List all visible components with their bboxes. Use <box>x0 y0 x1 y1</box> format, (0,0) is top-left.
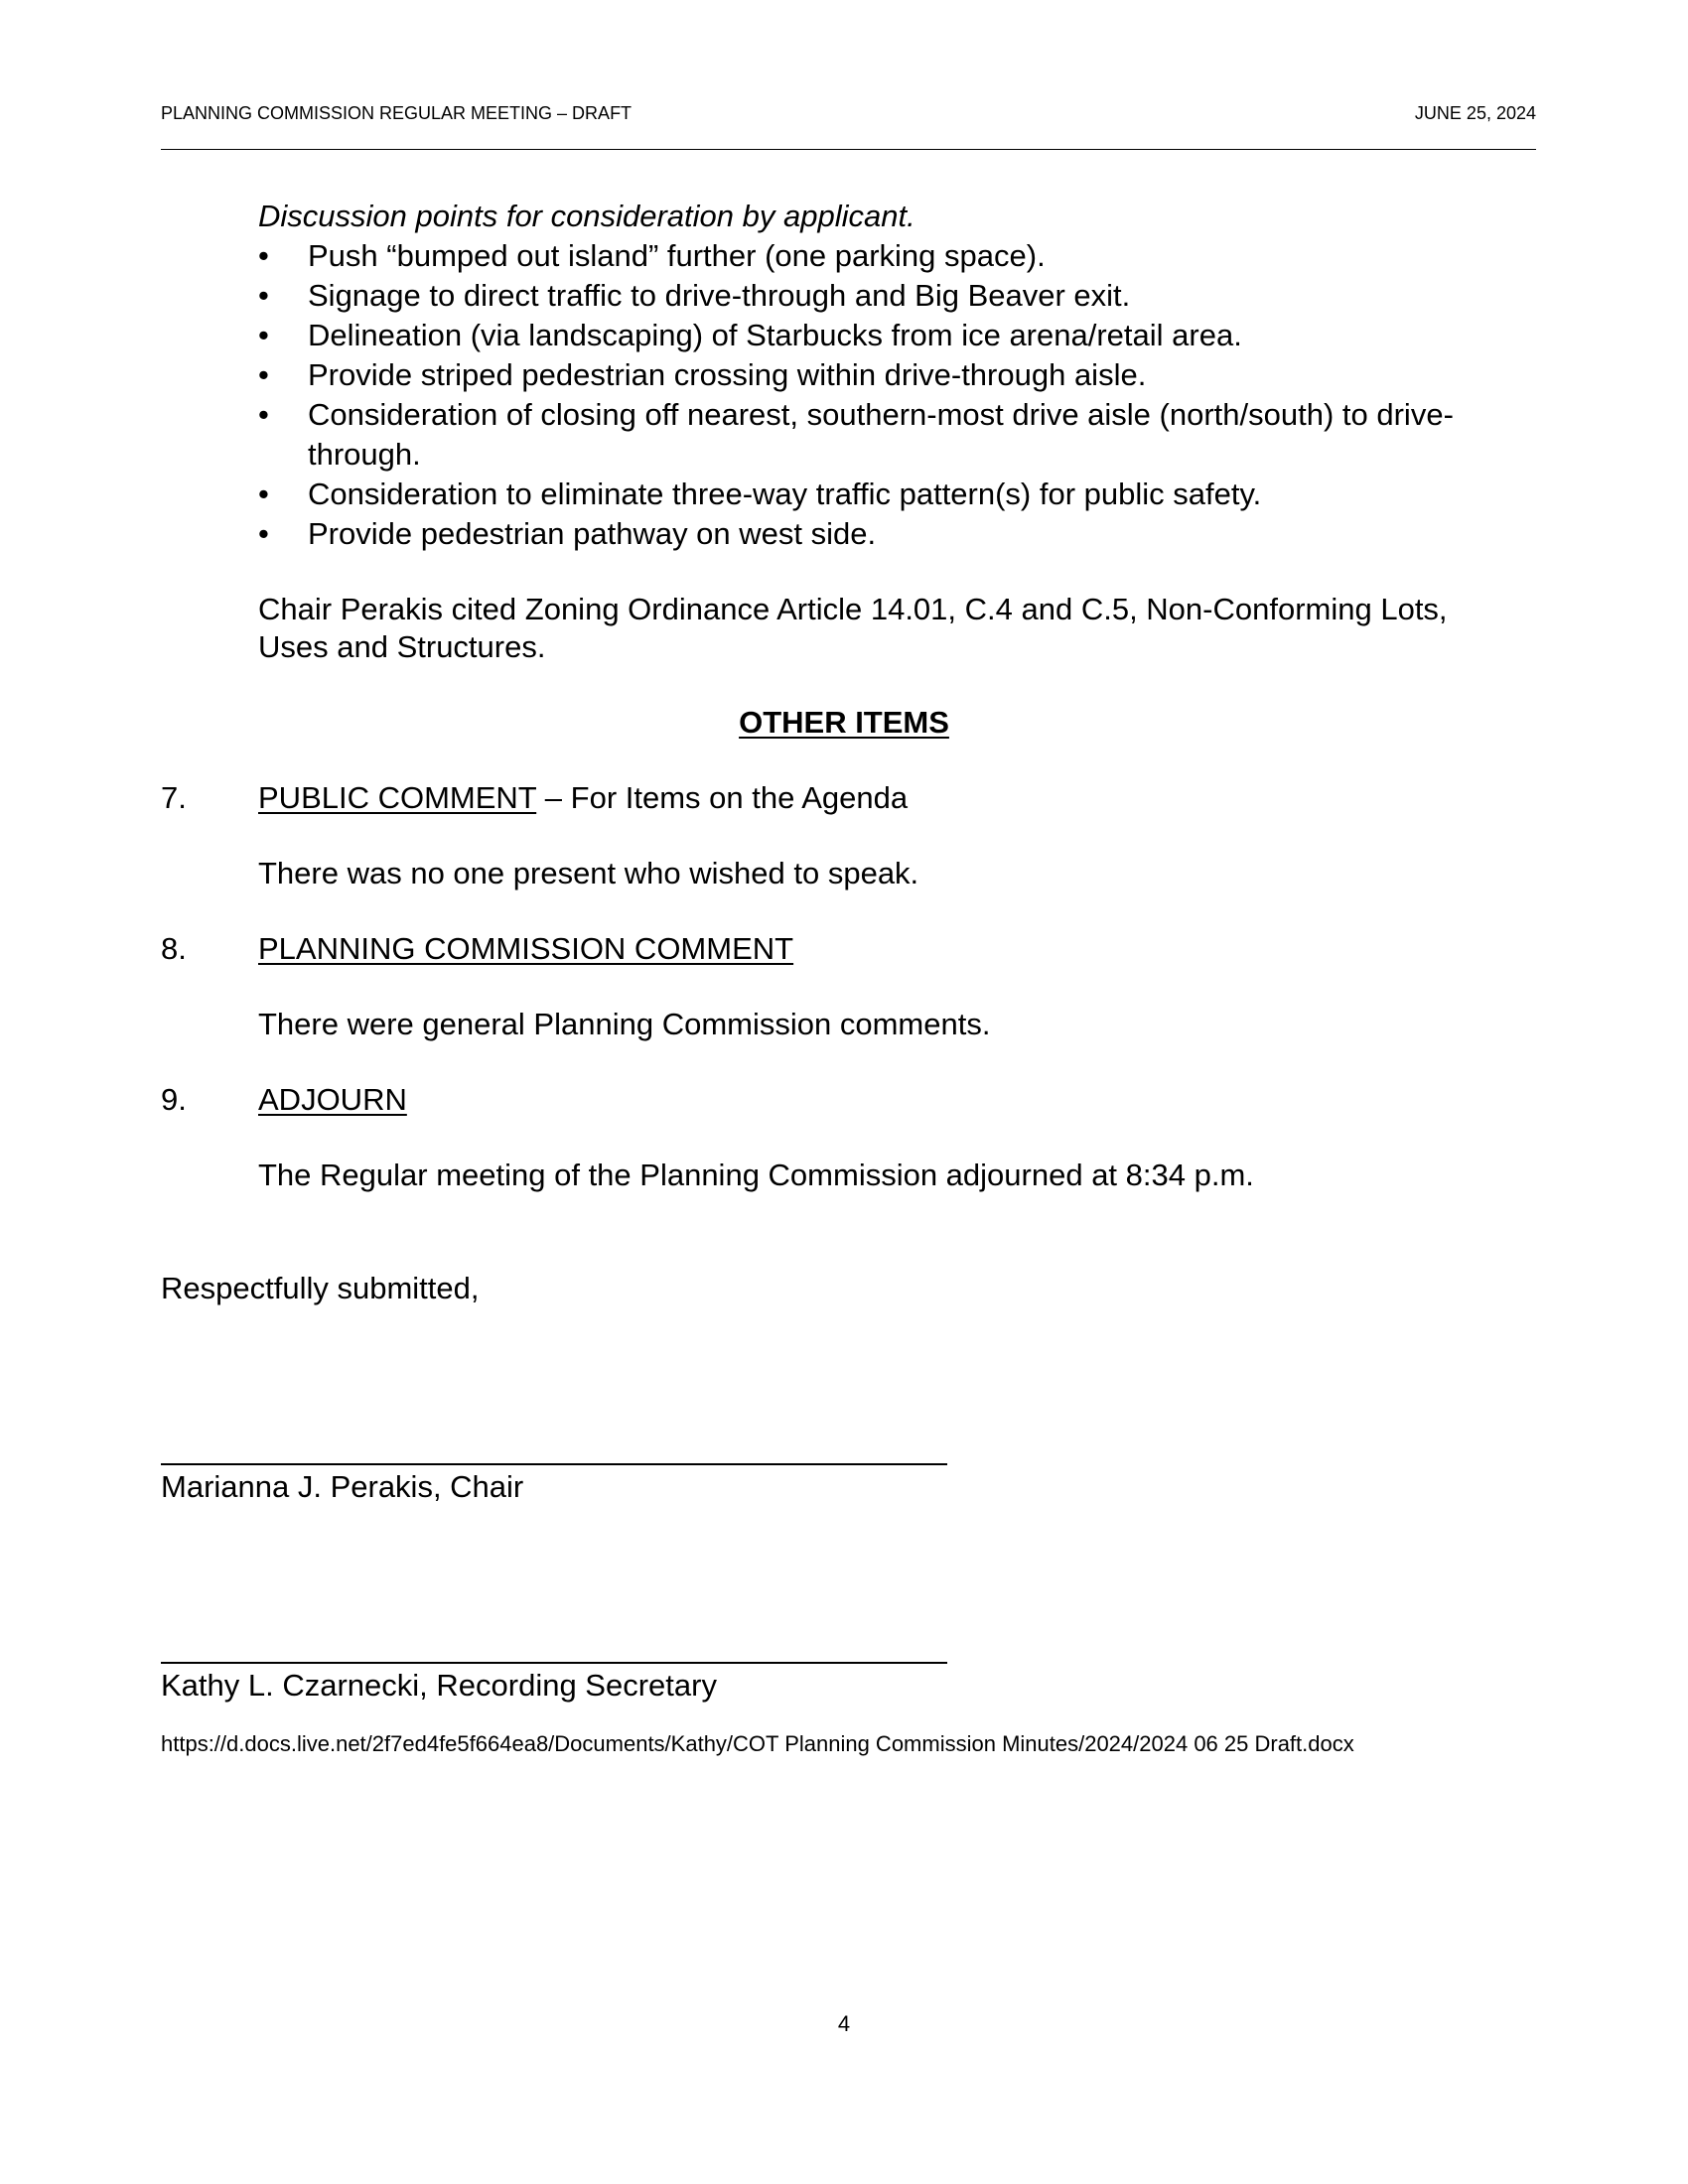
agenda-heading <box>258 1080 407 1120</box>
list-item: • Provide pedestrian pathway on west side. <box>258 514 1539 554</box>
chair-note-line2: Uses and Structures. <box>258 629 546 664</box>
agenda-text: There were general Planning Commission comments. <box>258 1007 991 1041</box>
discussion-list <box>258 236 1539 554</box>
agenda-text: There was no one present who wished to speak. <box>258 856 919 890</box>
agenda-heading <box>258 929 793 969</box>
chair-note-line1: Chair Perakis cited Zoning Ordinance Article 14.01, C.4 and C.5, Non-Conforming Lots, <box>258 592 1448 626</box>
bullet-icon: • <box>258 397 269 432</box>
agenda-heading <box>258 778 908 818</box>
bullet-icon: • <box>258 238 269 273</box>
discussion-intro: Discussion points for consideration by applicant. <box>258 199 915 233</box>
agenda-number: 8. <box>161 931 187 966</box>
list-item: • Delineation (via landscaping) of Starbucks from ice arena/retail area. <box>258 316 1539 355</box>
header-date: JUNE 25, 2024 <box>1414 103 1536 123</box>
header-rule <box>161 149 1536 150</box>
page-number: 4 <box>837 2011 851 2036</box>
agenda-title: ADJOURN <box>258 1082 407 1117</box>
header-title: PLANNING COMMISSION REGULAR MEETING – DRAFT <box>161 103 633 123</box>
list-item: • Provide striped pedestrian crossing within drive-through aisle. <box>258 355 1539 395</box>
agenda-number: 7. <box>161 780 187 815</box>
list-item: • Consideration to eliminate three-way traffic pattern(s) for public safety. <box>258 475 1539 514</box>
agenda-number: 9. <box>161 1082 187 1117</box>
list-item: • Consideration of closing off nearest, southern-most drive aisle (north/south) to drive-through. <box>258 397 1454 472</box>
signature-line <box>161 1463 947 1465</box>
signature-name: Marianna J. Perakis, Chair <box>161 1469 524 1504</box>
section-heading: OTHER ITEMS <box>739 705 949 740</box>
list-item: • Push “bumped out island” further (one parking space). <box>258 236 1539 276</box>
bullet-icon: • <box>258 278 269 313</box>
bullet-icon: • <box>258 357 269 392</box>
agenda-title: PUBLIC COMMENT <box>258 780 537 815</box>
signature-line <box>161 1662 947 1664</box>
bullet-icon: • <box>258 477 269 511</box>
bullet-icon: • <box>258 516 269 551</box>
bullet-icon: • <box>258 318 269 352</box>
agenda-title: PLANNING COMMISSION COMMENT <box>258 931 794 966</box>
agenda-suffix: – For Items on the Agenda <box>536 780 909 815</box>
agenda-text: The Regular meeting of the Planning Commission adjourned at 8:34 p.m. <box>258 1158 1254 1192</box>
list-item: • Signage to direct traffic to drive-through and Big Beaver exit. <box>258 276 1539 316</box>
closing-text: Respectfully submitted, <box>161 1271 480 1305</box>
signature-name: Kathy L. Czarnecki, Recording Secretary <box>161 1668 717 1703</box>
footer-file-path: https://d.docs.live.net/2f7ed4fe5f664ea8/Documents/Kathy/COT Planning Commission Minutes/2024/2024 06 25 Draft.docx <box>161 1731 1354 1756</box>
